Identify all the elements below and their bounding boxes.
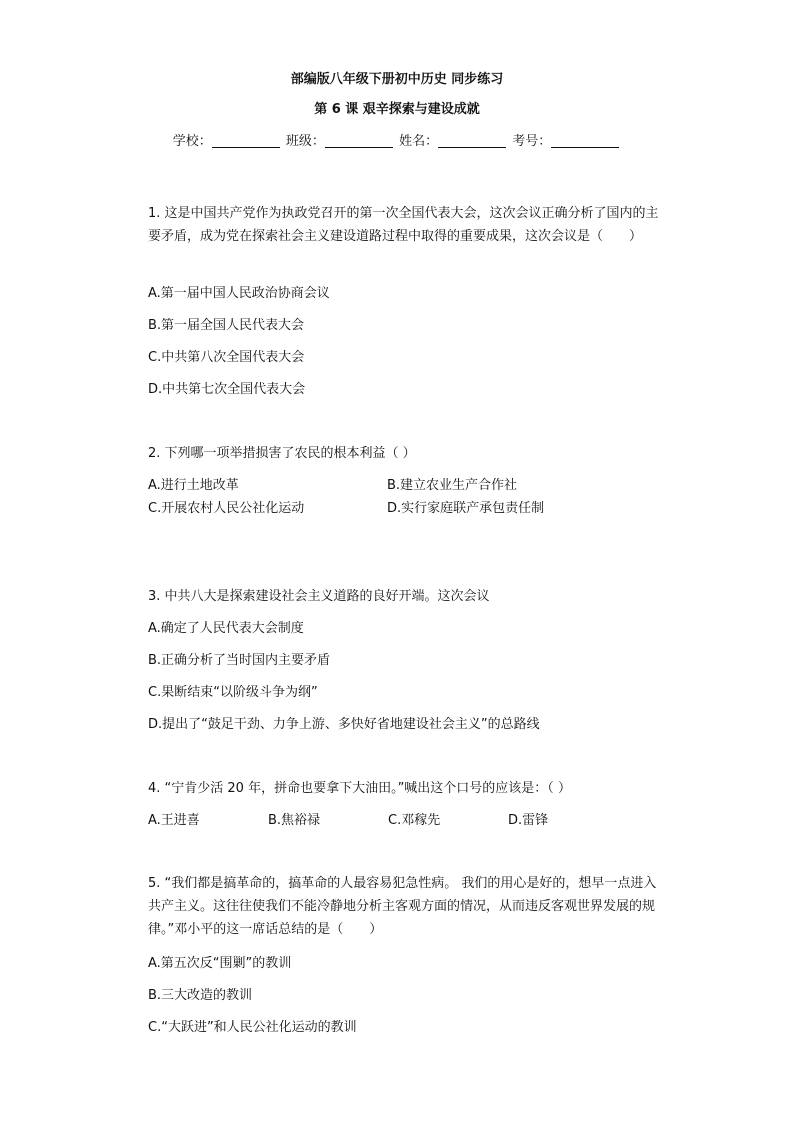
question-3-option-d[interactable]: D.提出了“鼓足干劲、力争上游、多快好省地建设社会主义”的总路线	[148, 717, 540, 732]
exam-number-label: 考号：	[512, 134, 552, 149]
question-4-option-c[interactable]: C.邓稼先	[388, 813, 441, 828]
question-1-option-c[interactable]: C.中共第八次全国代表大会	[148, 350, 305, 365]
question-4-stem: 4. “宁肯少活 20 年，拼命也要拿下大油田。”喊出这个口号的应该是：（ ）	[148, 781, 571, 796]
question-3-option-c[interactable]: C.果断结束“以阶级斗争为纲”	[148, 685, 318, 700]
class-label: 班级：	[285, 134, 325, 149]
question-3-stem: 3. 中共八大是探索建设社会主义道路的良好开端。这次会议	[148, 589, 490, 604]
question-1-option-a[interactable]: A.第一届中国人民政治协商会议	[148, 286, 330, 301]
question-4-option-d[interactable]: D.雷锋	[508, 813, 549, 828]
school-label: 学校：	[172, 134, 212, 149]
question-2-option-d[interactable]: D.实行家庭联产承包责任制	[387, 501, 545, 516]
student-info-row	[0, 132, 794, 152]
question-3-option-a[interactable]: A.确定了人民代表大会制度	[148, 621, 304, 636]
question-4-option-a[interactable]: A.王进喜	[148, 813, 200, 828]
question-4-option-b[interactable]: B.焦裕禄	[268, 813, 321, 828]
question-5-stem: 5. “我们都是搞革命的，搞革命的人最容易犯急性病。 我们的用心是好的，想早一点进入共产主义。这往往使我们不能冷静地分析主客观方面的情况，从而违反客观世界发展的规律。”邓小平的这一席话总结的是（ ）	[148, 876, 657, 937]
name-blank[interactable]	[438, 133, 506, 148]
name-label: 姓名：	[399, 134, 439, 149]
exam-number-blank[interactable]	[551, 133, 619, 148]
question-5-option-b[interactable]: B.三大改造的教训	[148, 988, 253, 1003]
question-2-option-b[interactable]: B.建立农业生产合作社	[387, 478, 518, 493]
question-2-stem: 2. 下列哪一项举措损害了农民的根本利益（ ）	[148, 446, 416, 461]
question-5-option-a[interactable]: A.第五次反“围剿”的教训	[148, 956, 292, 971]
question-1-option-b[interactable]: B.第一届全国人民代表大会	[148, 318, 305, 333]
question-1-stem: 1. 这是中国共产党作为执政党召开的第一次全国代表大会，这次会议正确分析了国内的主要矛盾，成为党在探索社会主义建设道路过程中取得的重要成果，这次会议是（ ）	[148, 206, 659, 244]
question-1-option-d[interactable]: D.中共第七次全国代表大会	[148, 382, 306, 397]
worksheet-title: 部编版八年级下册初中历史 同步练习	[290, 72, 504, 87]
lesson-subtitle: 第 6 课 艰辛探索与建设成就	[314, 102, 480, 117]
question-2-option-a[interactable]: A.进行土地改革	[148, 478, 239, 493]
question-2-option-c[interactable]: C.开展农村人民公社化运动	[148, 501, 305, 516]
class-blank[interactable]	[325, 133, 393, 148]
question-3-option-b[interactable]: B.正确分析了当时国内主要矛盾	[148, 653, 331, 668]
school-blank[interactable]	[212, 133, 280, 148]
question-5-option-c[interactable]: C.“大跃进”和人民公社化运动的教训	[148, 1020, 357, 1035]
